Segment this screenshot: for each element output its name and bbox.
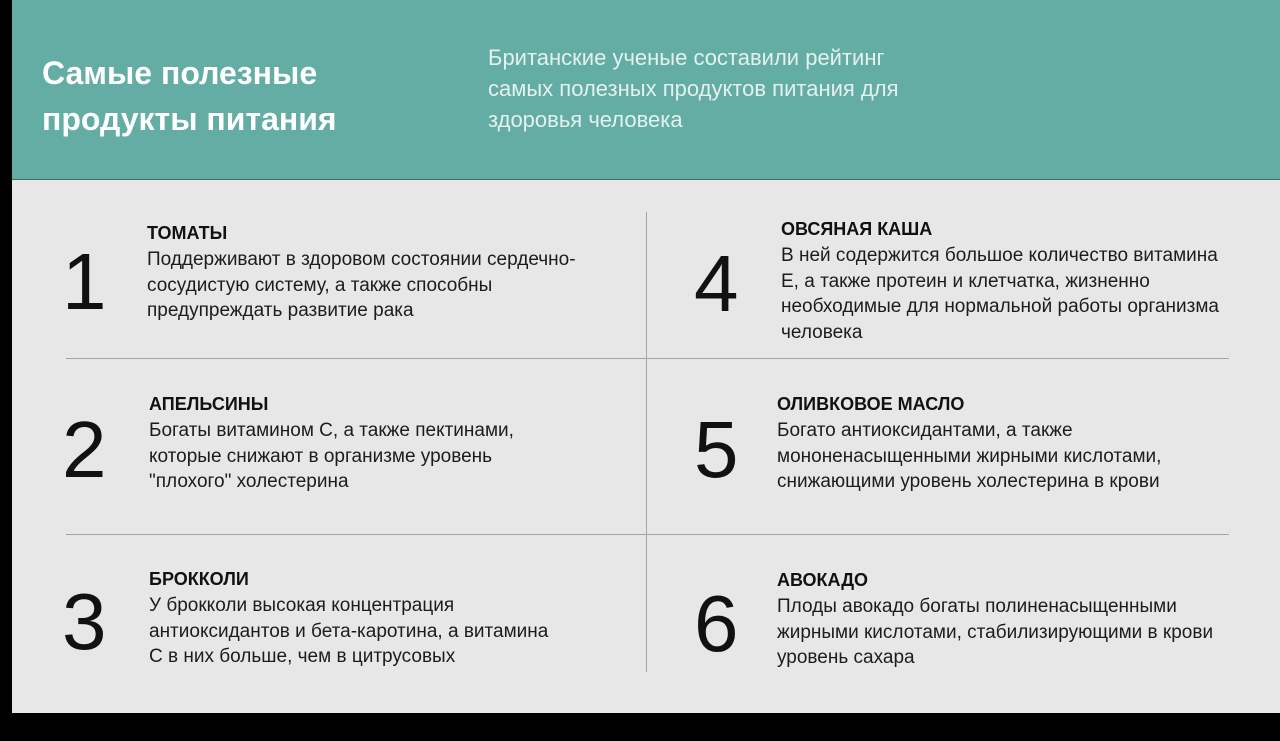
page-subtitle: Британские ученые составили рейтинг самых полезных продуктов питания для здоровья человека: [488, 45, 899, 132]
row-divider-right-1: [647, 358, 1229, 359]
column-divider: [646, 212, 647, 672]
item-title: ОВСЯНАЯ КАША: [781, 219, 933, 239]
rank-number: 5: [694, 405, 739, 494]
rank-number: 6: [694, 579, 739, 668]
item-description: Богато антиоксидантами, а также мононенасыщенными жирными кислотами, снижающими уровень холестерина в крови: [777, 420, 1162, 492]
item-title: ТОМАТЫ: [147, 223, 228, 243]
item-title: АВОКАДО: [777, 570, 869, 590]
item-title: ОЛИВКОВОЕ МАСЛО: [777, 394, 965, 414]
row-divider-left-1: [66, 358, 646, 359]
item-title: БРОККОЛИ: [149, 569, 249, 589]
item-description: Богаты витамином С, а также пектинами, которые снижают в организме уровень "плохого" холестерина: [149, 420, 514, 492]
header-banner: [12, 0, 1280, 180]
rank-number: 1: [62, 237, 107, 326]
ranking-grid: [12, 180, 1280, 713]
row-divider-right-2: [647, 534, 1229, 535]
rank-number: 3: [62, 577, 107, 666]
item-description: Поддерживают в здоровом состоянии сердечно- сосудистую систему, а также способны предупреждать развитие рака: [147, 249, 576, 321]
item-title: АПЕЛЬСИНЫ: [149, 394, 269, 414]
rank-number: 2: [62, 405, 107, 494]
row-divider-left-2: [66, 534, 646, 535]
item-description: В ней содержится большое количество витамина Е, а также протеин и клетчатка, жизненно необходимые для нормальной работы организма человека: [781, 245, 1219, 343]
item-description: У брокколи высокая концентрация антиоксидантов и бета-каротина, а витамина С в них больше, чем в цитрусовых: [149, 595, 549, 667]
rank-number: 4: [694, 239, 739, 328]
item-description: Плоды авокадо богаты полиненасыщенными жирными кислотами, стабилизирующими в крови уровень сахара: [777, 596, 1214, 668]
page-title: Самые полезные продукты питания: [42, 55, 337, 137]
